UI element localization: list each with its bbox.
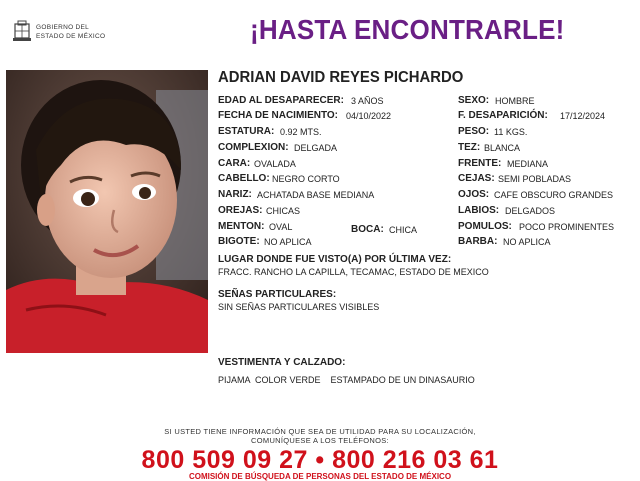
- commission-name: COMISIÓN DE BÚSQUEDA DE PERSONAS DEL ESTADO DE MÉXICO: [188, 472, 452, 481]
- beard-value: NO APLICA: [503, 237, 551, 247]
- cheekbones-label: POMULOS:: [458, 221, 512, 232]
- particular-marks-value: SIN SEÑAS PARTICULARES VISIBLES: [218, 302, 380, 312]
- hair-label: CABELLO:: [218, 173, 270, 184]
- eyebrows-label: CEJAS:: [458, 173, 495, 184]
- height-label: ESTATURA:: [218, 126, 275, 137]
- cheekbones-value: POCO PROMINENTES: [519, 222, 615, 232]
- missing-person-photo: [6, 70, 208, 353]
- age-label: EDAD AL DESAPARECER:: [218, 95, 344, 106]
- lips-label: LABIOS:: [458, 205, 500, 216]
- nose-value: ACHATADA BASE MEDIANA: [257, 190, 375, 200]
- last-seen-label: LUGAR DONDE FUE VISTO(A) POR ÚLTIMA VEZ:: [218, 254, 452, 265]
- sex-value: HOMBRE: [495, 96, 535, 106]
- build-label: COMPLEXION:: [218, 142, 289, 153]
- logo-line-1: GOBIERNO DEL: [36, 24, 90, 31]
- notice-line-1: SI USTED TIENE INFORMACIÓN QUE SEA DE UTILIDAD PARA SU LOCALIZACIÓN,: [164, 427, 476, 436]
- eyes-label: OJOS:: [458, 189, 490, 200]
- eyes-value: CAFE OBSCURO GRANDES: [494, 190, 614, 200]
- height-value: 0.92 MTS.: [280, 127, 322, 137]
- sex-label: SEXO:: [458, 95, 490, 106]
- clothing-value: PIJAMA COLOR VERDE ESTAMPADO DE UN DINASAURIO: [218, 375, 475, 385]
- mustache-value: NO APLICA: [264, 237, 312, 247]
- government-logo: [12, 20, 122, 46]
- forehead-label: FRENTE:: [458, 158, 502, 169]
- state-emblem-icon: [12, 20, 32, 42]
- chin-value: OVAL: [269, 222, 293, 232]
- child-portrait-image: [6, 70, 208, 353]
- disappearance-date-value: 17/12/2024: [560, 111, 606, 121]
- clothing-label: VESTIMENTA Y CALZADO:: [218, 357, 346, 368]
- mouth-label: BOCA:: [351, 224, 384, 235]
- birthdate-value: 04/10/2022: [346, 111, 392, 121]
- weight-value: 11 KGS.: [494, 127, 528, 137]
- face-label: CARA:: [218, 158, 251, 169]
- complexion-tone-value: BLANCA: [484, 143, 521, 153]
- page-title: ¡HASTA ENCONTRARLE!: [250, 14, 565, 45]
- eyebrows-value: SEMI POBLADAS: [498, 174, 572, 184]
- face-value: OVALADA: [254, 159, 296, 169]
- lips-value: DELGADOS: [505, 206, 556, 216]
- beard-label: BARBA:: [458, 236, 498, 247]
- hair-value: NEGRO CORTO: [272, 174, 340, 184]
- mouth-value: CHICA: [389, 225, 418, 235]
- weight-label: PESO:: [458, 126, 490, 137]
- logo-line-2: ESTADO DE MÉXICO: [36, 33, 106, 40]
- build-value: DELGADA: [294, 143, 338, 153]
- person-name: ADRIAN DAVID REYES PICHARDO: [218, 69, 464, 86]
- complexion-tone-label: TEZ:: [458, 142, 481, 153]
- chin-label: MENTON:: [218, 221, 265, 232]
- mustache-label: BIGOTE:: [218, 236, 260, 247]
- disappearance-date-label: F. DESAPARICIÓN:: [458, 110, 548, 121]
- contact-phone-numbers: 800 509 09 27 • 800 216 03 61: [141, 446, 499, 474]
- birthdate-label: FECHA DE NACIMIENTO:: [218, 110, 338, 121]
- last-seen-value: FRACC. RANCHO LA CAPILLA, TECAMAC, ESTADO DE MEXICO: [218, 267, 489, 277]
- nose-label: NARIZ:: [218, 189, 252, 200]
- age-value: 3 AÑOS: [351, 96, 384, 106]
- ears-value: CHICAS: [266, 206, 301, 216]
- ears-label: OREJAS:: [218, 205, 263, 216]
- forehead-value: MEDIANA: [507, 159, 549, 169]
- notice-line-2: COMUNÍQUESE A LOS TELÉFONOS:: [251, 436, 389, 445]
- particular-marks-label: SEÑAS PARTICULARES:: [218, 289, 337, 300]
